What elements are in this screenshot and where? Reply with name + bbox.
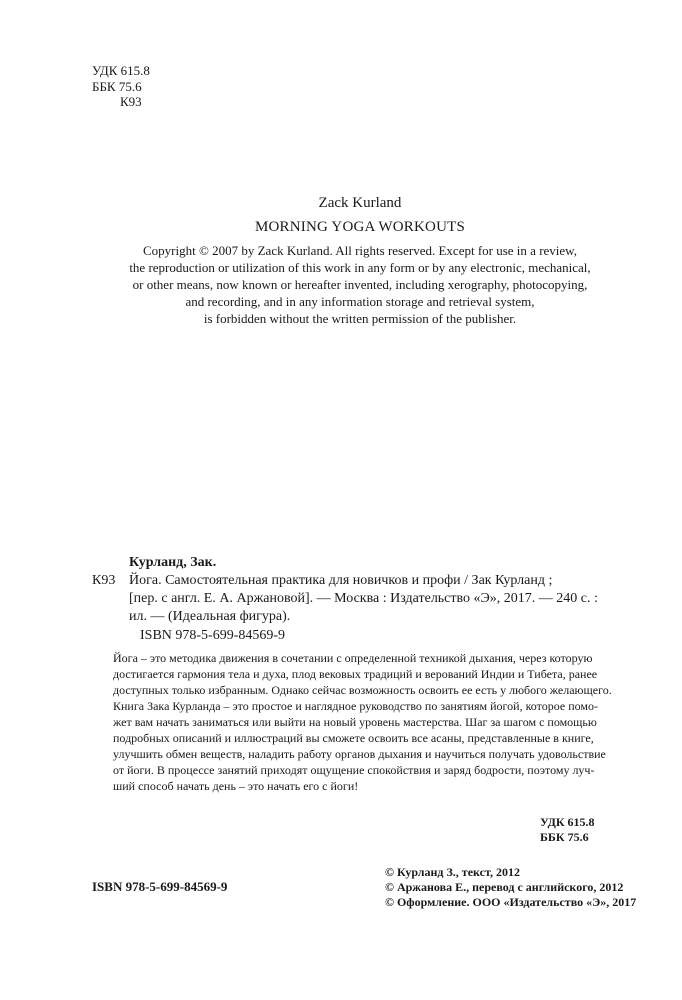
annotation-line: Книга Зака Курланда – это простое и наглядное руководство по занятиям йогой, которое помо- [113, 699, 598, 713]
copyright-line: and recording, and in any information storage and retrieval system, [185, 294, 535, 309]
biblio-description-line: [пер. с англ. Е. А. Аржановой]. — Москва : Издательство «Э», 2017. — 240 с. : [129, 591, 598, 606]
annotation-line: Йога – это методика движения в сочетании с определенной техникой дыхания, через которую [113, 651, 593, 665]
copyright-entry: © Курланд З., текст, 2012 [385, 865, 520, 879]
bbk-top: ББК 75.6 [92, 79, 142, 94]
copyright-notice [60, 242, 660, 327]
udk-top: УДК 615.8 [92, 63, 150, 78]
biblio-description-line: ил. — (Идеальная фигура). [129, 609, 291, 624]
biblio-author-mark: К93 [92, 573, 116, 588]
bottom-index [540, 815, 595, 845]
author-mark-top: К93 [120, 94, 142, 109]
biblio-author: Курланд, Зак. [129, 555, 217, 570]
copyright-line: is forbidden without the written permission of the publisher. [203, 311, 517, 326]
original-author: Zack Kurland [318, 195, 402, 211]
biblio-description [129, 572, 624, 626]
annotation-line: от йоги. В процессе занятий приходят ощущение спокойствия и заряд бодрости, поэтому луч- [113, 763, 595, 777]
isbn-bottom: ISBN 978-5-699-84569-9 [92, 879, 228, 894]
annotation-line: жет вам начать заниматься или выйти на новый уровень мастерства. Шаг за шагом с помощью [113, 715, 597, 729]
bbk-bottom: ББК 75.6 [540, 830, 589, 844]
annotation-line: подробных описаний и иллюстраций вы сможете освоить все асаны, представленные в книге, [113, 731, 594, 745]
biblio-isbn: ISBN 978-5-699-84569-9 [140, 628, 286, 643]
annotation-line: достигается гармония тела и духа, плод вековых традиций и верований Индии и Тибета, ранее [113, 667, 598, 681]
biblio-description-line: Йога. Самостоятельная практика для новичков и профи / Зак Курланд ; [129, 573, 553, 588]
edition-copyrights [385, 865, 636, 910]
annotation [113, 650, 625, 794]
annotation-line: доступных только избранным. Однако сейчас возможность освоить ее есть у любого желающего. [113, 683, 612, 697]
annotation-line: улучшить обмен веществ, наладить работу органов дыхания и научиться получать удовольствие [113, 747, 606, 761]
original-title: MORNING YOGA WORKOUTS [254, 219, 466, 235]
copyright-line: the reproduction or utilization of this work in any form or by any electronic, mechanical, [129, 260, 591, 275]
copyright-entry: © Аржанова Е., перевод с английского, 2012 [385, 880, 624, 894]
copyright-line: Copyright © 2007 by Zack Kurland. All rights reserved. Except for use in a review, [143, 243, 577, 258]
copyright-line: or other means, now known or hereafter invented, including xerography, photocopying, [132, 277, 588, 292]
copyright-entry: © Оформление. ООО «Издательство «Э», 2017 [385, 895, 637, 909]
annotation-line: ший способ начать день – это начать его с йоги! [113, 779, 359, 793]
udk-bottom: УДК 615.8 [540, 815, 595, 829]
